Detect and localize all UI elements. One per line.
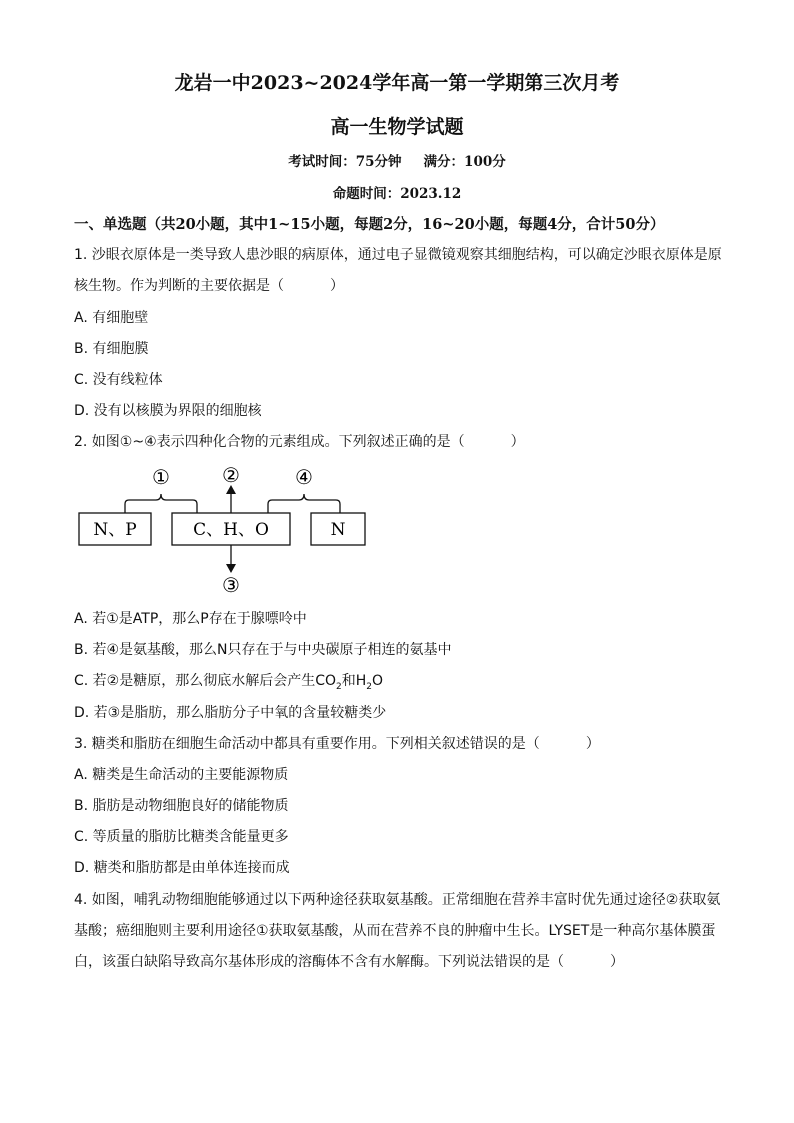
label-2: ② <box>222 463 240 487</box>
q2-paren-close: ） <box>510 434 525 450</box>
q4-stem-line2: 基酸；癌细胞则主要利用途径①获取氨基酸，从而在营养不良的肿瘤中生长。LYSET是一种高尔基体膜蛋 <box>74 923 716 939</box>
q4-stem-text: 白，该蛋白缺陷导致高尔基体形成的溶酶体不含有水解酶。下列说法错误的是（ <box>74 954 564 970</box>
q1-option-c: C. 没有线粒体 <box>74 372 163 388</box>
q1-paren-close: ） <box>330 278 344 294</box>
label-4: ④ <box>295 465 313 489</box>
q1-option-d: D. 没有以核膜为界限的细胞核 <box>74 403 262 419</box>
q2-option-c-end: O <box>372 673 384 689</box>
q4-stem-line3 <box>74 951 624 971</box>
full-score: 满分：100分 <box>423 154 506 170</box>
exam-subtitle: 高一生物学试题 <box>330 116 464 138</box>
q3-option-a: A. 糖类是生命活动的主要能源物质 <box>74 767 289 783</box>
arrow-down-icon <box>226 564 236 573</box>
q2-option-c-text: C. 若②是糖原，那么彻底水解后会产生CO <box>74 673 337 689</box>
subscript-2b: 2 <box>366 681 373 692</box>
q3-stem <box>74 733 600 753</box>
exam-time: 考试时间：75分钟 <box>288 154 402 170</box>
q3-option-c: C. 等质量的脂肪比糖类含能量更多 <box>74 829 289 845</box>
q4-paren-close: ） <box>610 954 624 970</box>
section-heading: 一、单选题（共20小题，其中1~15小题，每题2分，16~20小题，每题4分，合计50分） <box>74 216 665 233</box>
box-n-label: N <box>330 520 346 540</box>
set-time: 命题时间：2023.12 <box>332 186 462 202</box>
q1-stem-line2 <box>74 275 344 295</box>
exam-meta <box>0 150 794 170</box>
exam-title: 龙岩一中2023~2024学年高一第一学期第三次月考 <box>174 72 620 94</box>
q2-stem <box>74 431 525 451</box>
q1-option-b: B. 有细胞膜 <box>74 341 149 357</box>
label-1: ① <box>152 465 170 489</box>
q1-stem-line1: 1. 沙眼衣原体是一类导致人患沙眼的病原体，通过电子显微镜观察其细胞结构，可以确定沙眼衣原体是原 <box>74 247 722 263</box>
q1-option-a: A. 有细胞壁 <box>74 310 149 326</box>
q3-option-b: B. 脂肪是动物细胞良好的储能物质 <box>74 798 289 814</box>
q2-option-b: B. 若④是氨基酸，那么N只存在于与中央碳原子相连的氨基中 <box>74 642 452 658</box>
q2-stem-text: 2. 如图①~④表示四种化合物的元素组成。下列叙述正确的是（ <box>74 434 465 450</box>
subscript-2: 2 <box>336 681 342 692</box>
q3-paren-close: ） <box>585 736 600 752</box>
box-np-label: N、P <box>93 520 137 540</box>
q1-stem-text: 核生物。作为判断的主要依据是（ <box>74 278 284 294</box>
q2-option-d: D. 若③是脂肪，那么脂肪分子中氧的含量较糖类少 <box>74 705 387 721</box>
q2-option-a: A. 若①是ATP，那么P存在于腺嘌呤中 <box>74 611 307 627</box>
q4-stem-line1: 4. 如图，哺乳动物细胞能够通过以下两种途径获取氨基酸。正常细胞在营养丰富时优先通过途径②获取氨 <box>74 892 721 908</box>
label-3: ③ <box>222 573 240 597</box>
box-cho-label: C、H、O <box>193 520 269 540</box>
q3-option-d: D. 糖类和脂肪都是由单体连接而成 <box>74 860 290 876</box>
q2-option-c-mid: 和H <box>341 673 367 689</box>
q3-stem-text: 3. 糖类和脂肪在细胞生命活动中都具有重要作用。下列相关叙述错误的是（ <box>74 736 540 752</box>
q2-option-c <box>74 670 383 692</box>
brace-4 <box>268 494 340 513</box>
brace-1 <box>125 494 197 513</box>
element-composition-diagram <box>70 460 380 600</box>
